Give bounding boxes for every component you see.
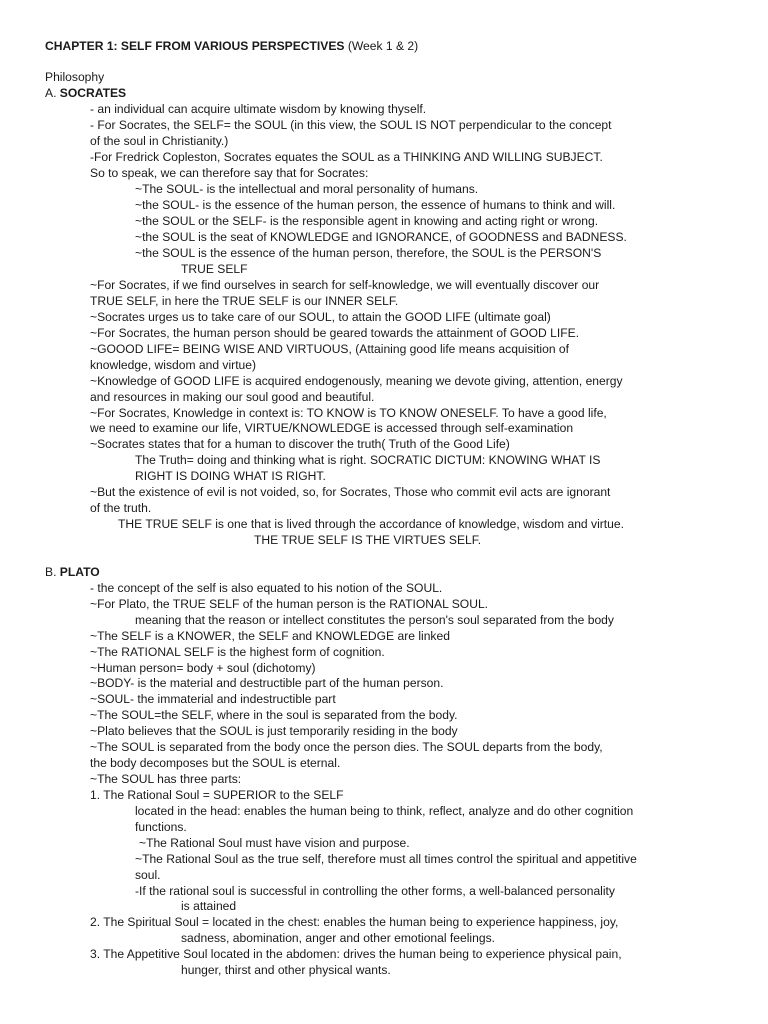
plato-line: ~The SOUL=the SELF, where in the soul is separated from the body. (90, 708, 458, 722)
plato-heading-prefix: B. (45, 565, 60, 579)
socrates-line: ~GOOOD LIFE= BEING WISE AND VIRTUOUS, (Attaining good life means acquisition of (90, 342, 570, 356)
socrates-line: ~the SOUL is the seat of KNOWLEDGE and IGNORANCE, of GOODNESS and BADNESS. (135, 230, 627, 244)
socrates-line: THE TRUE SELF is one that is lived through the accordance of knowledge, wisdom and virtue. (118, 517, 624, 531)
socrates-line: and resources in making our soul good and beautiful. (90, 390, 375, 404)
socrates-line: TRUE SELF, in here the TRUE SELF is our INNER SELF. (90, 294, 399, 308)
plato-line: ~The Rational Soul as the true self, therefore must all times control the spiritual and appetitive (135, 852, 637, 866)
socrates-heading (45, 86, 126, 102)
plato-line: 2. The Spiritual Soul = located in the chest: enables the human being to experience happiness, joy, (90, 915, 619, 929)
plato-line: the body decomposes but the SOUL is eternal. (90, 756, 341, 770)
socrates-line: ~But the existence of evil is not voided, so, for Socrates, Those who commit evil acts are ignorant (90, 485, 611, 499)
plato-line: ~BODY- is the material and destructible part of the human person. (90, 676, 444, 690)
socrates-line: So to speak, we can therefore say that for Socrates: (90, 166, 369, 180)
chapter-title-main: CHAPTER 1: SELF FROM VARIOUS PERSPECTIVES (45, 39, 345, 53)
socrates-line: ~the SOUL is the essence of the human person, therefore, the SOUL is the PERSON'S (135, 246, 602, 260)
plato-line: meaning that the reason or intellect constitutes the person's soul separated from the body (135, 613, 614, 627)
plato-line: soul. (135, 868, 161, 882)
socrates-line: THE TRUE SELF IS THE VIRTUES SELF. (254, 533, 482, 547)
section-label: Philosophy (45, 70, 105, 84)
socrates-line: ~the SOUL or the SELF- is the responsible agent in knowing and acting right or wrong. (135, 214, 599, 228)
plato-line: ~For Plato, the TRUE SELF of the human person is the RATIONAL SOUL. (90, 597, 489, 611)
plato-line: ~The Rational Soul must have vision and purpose. (139, 836, 410, 850)
plato-line: ~The SOUL is separated from the body once the person dies. The SOUL departs from the body, (90, 740, 603, 754)
socrates-line: ~For Socrates, Knowledge in context is: TO KNOW is TO KNOW ONESELF. To have a good life, (90, 406, 607, 420)
socrates-heading-prefix: A. (45, 86, 60, 100)
plato-line: ~SOUL- the immaterial and indestructible part (90, 692, 336, 706)
socrates-line: ~The SOUL- is the intellectual and moral personality of humans. (135, 182, 479, 196)
socrates-line: -For Fredrick Copleston, Socrates equates the SOUL as a THINKING AND WILLING SUBJECT. (90, 150, 603, 164)
plato-heading (45, 565, 100, 581)
plato-line: 3. The Appetitive Soul located in the abdomen: drives the human being to experience physical pain, (90, 947, 622, 961)
socrates-line: ~Socrates urges us to take care of our SOUL, to attain the GOOD LIFE (ultimate goal) (90, 310, 551, 324)
socrates-line: we need to examine our life, VIRTUE/KNOWLEDGE is accessed through self-examination (90, 421, 574, 435)
socrates-line: - For Socrates, the SELF= the SOUL (in this view, the SOUL IS NOT perpendicular to the concept (90, 118, 612, 132)
socrates-line: RIGHT IS DOING WHAT IS RIGHT. (135, 469, 326, 483)
chapter-title-weeks: (Week 1 & 2) (344, 39, 419, 53)
socrates-line: - an individual can acquire ultimate wisdom by knowing thyself. (90, 102, 427, 116)
socrates-line: ~Knowledge of GOOD LIFE is acquired endogenously, meaning we devote giving, attention, energy (90, 374, 623, 388)
socrates-line: ~the SOUL- is the essence of the human person, the essence of humans to think and will. (135, 198, 616, 212)
socrates-line: of the soul in Christianity.) (90, 134, 229, 148)
plato-line: - the concept of the self is also equated to his notion of the SOUL. (90, 581, 443, 595)
socrates-line: knowledge, wisdom and virtue) (90, 358, 257, 372)
socrates-line: ~For Socrates, the human person should be geared towards the attainment of GOOD LIFE. (90, 326, 580, 340)
socrates-line: ~For Socrates, if we find ourselves in search for self-knowledge, we will eventually discover our (90, 278, 600, 292)
plato-line: 1. The Rational Soul = SUPERIOR to the SELF (90, 788, 344, 802)
socrates-line: The Truth= doing and thinking what is right. SOCRATIC DICTUM: KNOWING WHAT IS (135, 453, 601, 467)
socrates-line: ~Socrates states that for a human to discover the truth( Truth of the Good Life) (90, 437, 510, 451)
plato-line: functions. (135, 820, 187, 834)
socrates-heading-name: SOCRATES (59, 86, 127, 100)
plato-line: ~The SOUL has three parts: (90, 772, 242, 786)
plato-line: is attained (181, 899, 237, 913)
chapter-title (45, 39, 418, 55)
plato-line: ~The RATIONAL SELF is the highest form of cognition. (90, 645, 385, 659)
plato-line: -If the rational soul is successful in controlling the other forms, a well-balanced personality (135, 884, 615, 898)
plato-line: hunger, thirst and other physical wants. (181, 963, 391, 977)
plato-line: sadness, abomination, anger and other emotional feelings. (181, 931, 495, 945)
socrates-line: of the truth. (90, 501, 152, 515)
plato-line: ~Human person= body + soul (dichotomy) (90, 661, 316, 675)
plato-line: ~The SELF is a KNOWER, the SELF and KNOWLEDGE are linked (90, 629, 450, 643)
plato-line: located in the head: enables the human being to think, reflect, analyze and do other cognition (135, 804, 634, 818)
socrates-line: TRUE SELF (181, 262, 248, 276)
plato-heading-name: PLATO (59, 565, 100, 579)
plato-line: ~Plato believes that the SOUL is just temporarily residing in the body (90, 724, 458, 738)
